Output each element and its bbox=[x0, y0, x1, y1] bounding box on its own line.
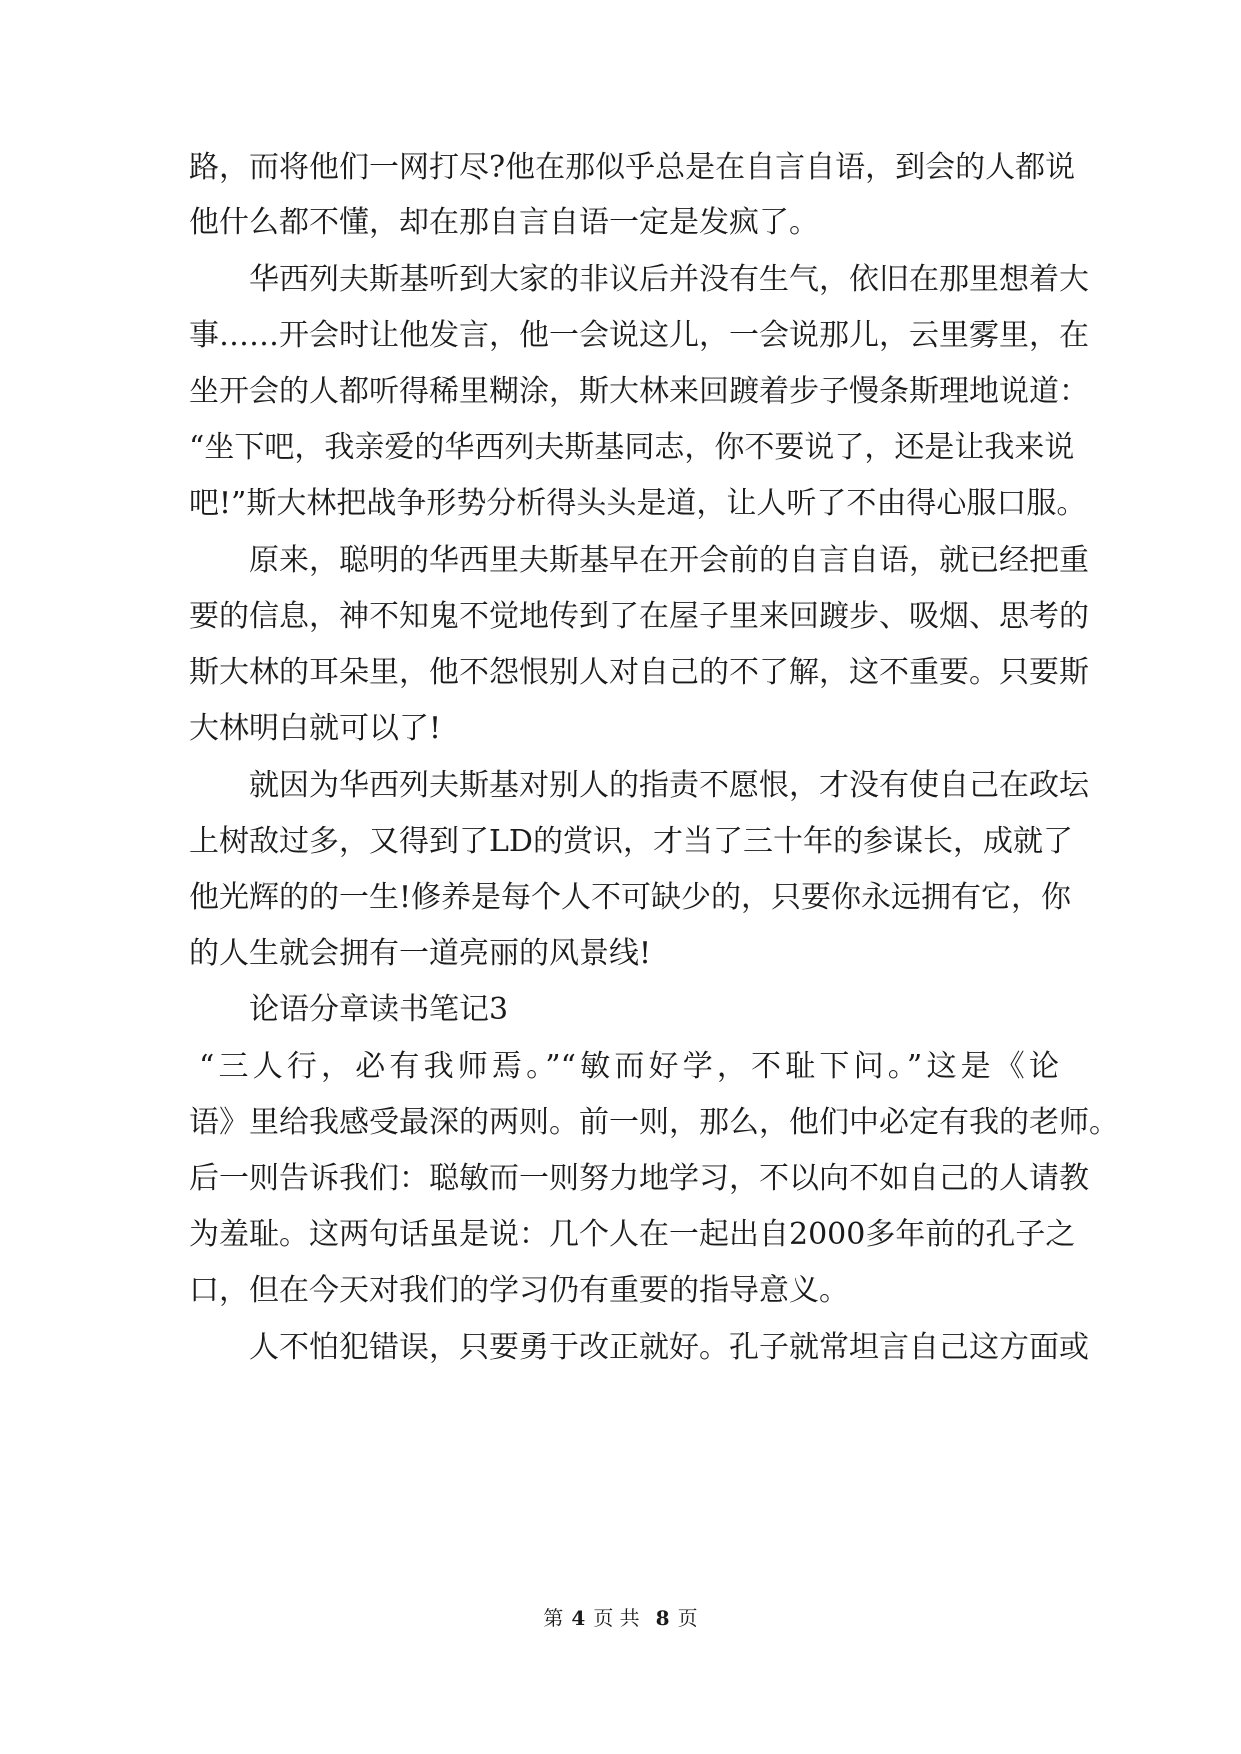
text-line: 他光辉的的一生!修养是每个人不可缺少的，只要你永远拥有它，你 bbox=[189, 880, 1072, 915]
text-line: 要的信息，神不知鬼不觉地传到了在屋子里来回踱步、吸烟、思考的 bbox=[189, 599, 1089, 634]
text-line: 吧!”斯大林把战争形势分析得头头是道，让人听了不由得心服口服。 bbox=[189, 486, 1087, 521]
footer-middle: 页 共 bbox=[593, 1606, 640, 1630]
text-line: 就因为华西列夫斯基对别人的指责不愿恨，才没有使自己在政坛 bbox=[249, 768, 1089, 803]
footer-suffix: 页 bbox=[677, 1606, 698, 1630]
text-line: 口，但在今天对我们的学习仍有重要的指导意义。 bbox=[189, 1273, 849, 1308]
text-line: 他什么都不懂，却在那自言自语一定是发疯了。 bbox=[189, 205, 819, 240]
footer-page-number: 4 bbox=[571, 1606, 586, 1630]
text-line: 后一则告诉我们：聪敏而一则努力地学习，不以向不如自己的人请教 bbox=[189, 1161, 1089, 1196]
text-line: 上树敌过多，又得到了LD的赏识，才当了三十年的参谋长，成就了 bbox=[189, 824, 1073, 859]
text-line: 华西列夫斯基听到大家的非议后并没有生气，依旧在那里想着大 bbox=[249, 262, 1089, 297]
text-line: 路，而将他们一网打尽?他在那似乎总是在自言自语，到会的人都说 bbox=[189, 150, 1076, 185]
text-line: “三人行，必有我师焉。”“敏而好学，不耻下问。”这是《论 bbox=[199, 1049, 1059, 1084]
footer-prefix: 第 bbox=[543, 1606, 564, 1630]
text-line: 斯大林的耳朵里，他不怨恨别人对自己的不了解，这不重要。只要斯 bbox=[189, 655, 1089, 690]
section-heading: 论语分章读书笔记3 bbox=[249, 992, 509, 1027]
page-footer bbox=[0, 1604, 1241, 1632]
footer-total-pages: 8 bbox=[655, 1606, 670, 1630]
text-line: 的人生就会拥有一道亮丽的风景线! bbox=[189, 936, 652, 971]
text-line: 事……开会时让他发言，他一会说这儿，一会说那儿，云里雾里，在 bbox=[189, 318, 1089, 353]
text-line: 原来，聪明的华西里夫斯基早在开会前的自言自语，就已经把重 bbox=[249, 543, 1089, 578]
text-line: 语》里给我感受最深的两则。前一则，那么，他们中必定有我的老师。 bbox=[189, 1105, 1119, 1140]
text-line: 大林明白就可以了! bbox=[189, 711, 442, 746]
text-line: “坐下吧，我亲爱的华西列夫斯基同志，你不要说了，还是让我来说 bbox=[189, 430, 1075, 465]
text-line: 坐开会的人都听得稀里糊涂，斯大林来回踱着步子慢条斯理地说道： bbox=[189, 374, 1089, 409]
text-line: 人不怕犯错误，只要勇于改正就好。孔子就常坦言自己这方面或 bbox=[249, 1330, 1089, 1365]
text-line: 为羞耻。这两句话虽是说：几个人在一起出自2000多年前的孔子之 bbox=[189, 1217, 1076, 1252]
